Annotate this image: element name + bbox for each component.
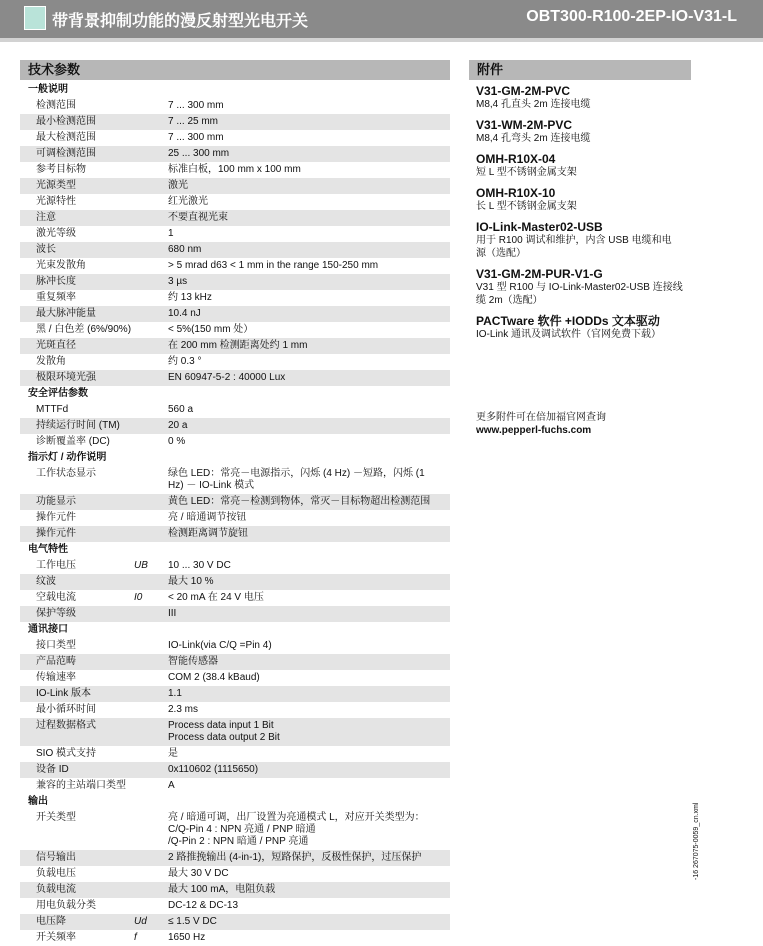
spec-value: 0 % [168, 436, 186, 447]
accessory-name: IO-Link-Master02-USB [476, 220, 603, 234]
model-number: OBT300-R100-2EP-IO-V31-L [526, 8, 737, 25]
spec-label: 波长 [36, 244, 56, 255]
spec-row [20, 338, 450, 354]
spec-row [20, 130, 450, 146]
spec-label: 可调检测范围 [36, 148, 96, 159]
spec-row [20, 810, 450, 850]
accessory-item [476, 220, 696, 260]
accessory-item [476, 186, 696, 213]
accessory-item [476, 314, 696, 341]
spec-row [20, 638, 450, 654]
spec-row [20, 574, 450, 590]
spec-value: < 20 mA 在 24 V 电压 [168, 592, 264, 603]
spec-value: 不要直视光束 [168, 212, 228, 223]
spec-value: /Q-Pin 2 : NPN 暗通 / PNP 亮通 [168, 836, 309, 847]
spec-row [20, 162, 450, 178]
spec-row [20, 146, 450, 162]
spec-label: 操作元件 [36, 512, 76, 523]
spec-row [20, 322, 450, 338]
spec-row [20, 258, 450, 274]
spec-row [20, 402, 450, 418]
spec-value: 10 ... 30 V DC [168, 560, 231, 571]
accessory-description: 短 L 型不锈钢金属支架 [476, 167, 577, 178]
spec-label: IO-Link 版本 [36, 688, 92, 699]
spec-value: IO-Link(via C/Q =Pin 4) [168, 640, 272, 651]
spec-value: 7 ... 25 mm [168, 116, 219, 127]
spec-value: > 5 mrad d63 < 1 mm in the range 150-250 mm [168, 260, 379, 271]
spec-label: 兼容的主站端口类型 [36, 780, 126, 791]
spec-value: 最大 30 V DC [168, 868, 229, 879]
spec-label: 工作状态显示 [36, 468, 96, 479]
spec-label: 光源特性 [36, 196, 76, 207]
spec-section-header: 指示灯 / 动作说明 [20, 450, 450, 466]
spec-section-header: 输出 [20, 794, 450, 810]
header-divider [0, 38, 763, 42]
accessory-description: M8,4 孔弯头 2m 连接电缆 [476, 133, 591, 144]
spec-value: 0x110602 (1115650) [168, 764, 259, 775]
page-title: 带背景抑制功能的漫反射型光电开关 [52, 13, 309, 30]
spec-row [20, 306, 450, 322]
spec-row [20, 866, 450, 882]
spec-value: 3 µs [168, 276, 188, 287]
spec-value: 黄色 LED：常亮－检测到物体，常灭－目标物超出检测范围 [168, 496, 431, 507]
spec-row [20, 178, 450, 194]
spec-row [20, 510, 450, 526]
accessory-description: 源（选配） [476, 248, 526, 259]
spec-label: 操作元件 [36, 528, 76, 539]
spec-label: 最小检测范围 [36, 116, 96, 127]
spec-label: 设备 ID [36, 764, 69, 775]
spec-value: ≤ 1.5 V DC [168, 916, 217, 927]
spec-value: EN 60947-5-2 : 40000 Lux [168, 372, 286, 383]
spec-label: 负载电压 [36, 868, 76, 879]
spec-value: 检测距离调节旋钮 [168, 528, 248, 539]
spec-value: 7 ... 300 mm [168, 100, 224, 111]
accessory-name: V31-WM-2M-PVC [476, 118, 573, 132]
accessory-name: V31-GM-2M-PVC [476, 84, 571, 98]
spec-label: 产品范畴 [36, 656, 76, 667]
spec-row [20, 98, 450, 114]
accessories-note-text: 更多附件可在倍加福官网查询 [476, 412, 606, 423]
spec-label: 工作电压 [36, 560, 76, 571]
spec-label: 持续运行时间 (TM) [36, 420, 120, 431]
spec-value: III [168, 608, 177, 619]
accessory-description: 用于 R100 调试和维护，内含 USB 电缆和电 [476, 235, 672, 246]
spec-value: 在 200 mm 检测距离处约 1 mm [168, 340, 308, 351]
website-link[interactable]: www.pepperl-fuchs.com [476, 425, 592, 436]
spec-symbol: UB [134, 560, 148, 571]
spec-label: 过程数据格式 [36, 720, 96, 731]
spec-row [20, 526, 450, 542]
spec-value: A [168, 780, 175, 791]
spec-label: 电压降 [36, 916, 66, 927]
spec-section-title: 技术参数 [20, 60, 450, 80]
spec-value: Hz) － IO-Link 模式 [168, 480, 255, 491]
spec-row [20, 670, 450, 686]
spec-label: 注意 [36, 212, 56, 223]
spec-row [20, 686, 450, 702]
spec-row [20, 606, 450, 622]
spec-row [20, 882, 450, 898]
accessory-item [476, 152, 696, 179]
accessory-name: V31-GM-2M-PUR-V1-G [476, 267, 603, 281]
spec-value: 绿色 LED：常亮－电源指示，闪烁 (4 Hz) －短路，闪烁 (1 [168, 468, 425, 479]
spec-row [20, 762, 450, 778]
spec-row [20, 702, 450, 718]
accessory-name: OMH-R10X-10 [476, 186, 556, 200]
header-bar [0, 0, 763, 38]
spec-label: 光源类型 [36, 180, 76, 191]
spec-label: 用电负载分类 [36, 900, 96, 911]
spec-value: 560 a [168, 404, 194, 415]
spec-value: 最大 10 % [168, 576, 214, 587]
spec-section-header: 安全评估参数 [20, 386, 450, 402]
spec-value: 是 [168, 748, 178, 759]
spec-value: 20 a [168, 420, 188, 431]
spec-table [20, 82, 450, 946]
spec-row [20, 590, 450, 606]
spec-label: 空载电流 [36, 592, 76, 603]
spec-row [20, 114, 450, 130]
spec-label: 检测范围 [36, 100, 76, 111]
accessory-name: OMH-R10X-04 [476, 152, 556, 166]
accessory-description: 缆 2m（选配） [476, 295, 543, 306]
spec-value: 激光 [168, 180, 188, 191]
spec-label: 开关类型 [36, 812, 76, 823]
accessory-name: PACTware 软件 +IODDs 文本驱动 [476, 314, 660, 328]
spec-value: 标准白板，100 mm x 100 mm [168, 164, 301, 175]
spec-row [20, 466, 450, 494]
spec-row [20, 194, 450, 210]
spec-value: 7 ... 300 mm [168, 132, 224, 143]
spec-symbol: I0 [134, 592, 143, 603]
spec-row [20, 226, 450, 242]
spec-row [20, 718, 450, 746]
accessories-note [476, 411, 696, 437]
logo-square [24, 6, 46, 30]
spec-value: Process data input 1 Bit [168, 720, 274, 731]
accessory-description: M8,4 孔直头 2m 连接电缆 [476, 99, 591, 110]
spec-symbol: f [134, 932, 137, 943]
spec-value: COM 2 (38.4 kBaud) [168, 672, 260, 683]
spec-label: 最大检测范围 [36, 132, 96, 143]
spec-symbol: Ud [134, 916, 147, 927]
spec-label: 接口类型 [36, 640, 76, 651]
spec-label: 最小循环时间 [36, 704, 96, 715]
spec-label: MTTFd [36, 404, 69, 415]
spec-value: 1.1 [168, 688, 182, 699]
spec-label: 脉冲长度 [36, 276, 76, 287]
spec-label: 黑 / 白色差 (6%/90%) [36, 324, 132, 335]
spec-value: 2.3 ms [168, 704, 199, 715]
spec-label: 最大脉冲能量 [36, 308, 96, 319]
spec-value: C/Q-Pin 4 : NPN 亮通 / PNP 暗通 [168, 824, 316, 835]
spec-value: 2 路推挽输出 (4-in-1)，短路保护，反极性保护，过压保护 [168, 852, 422, 863]
spec-row [20, 274, 450, 290]
spec-value: 亮 / 暗通调节按钮 [168, 512, 247, 523]
spec-value: 红光激光 [168, 196, 208, 207]
spec-row [20, 914, 450, 930]
spec-value: 智能传感器 [168, 656, 218, 667]
spec-row [20, 290, 450, 306]
spec-section-header: 一般说明 [20, 82, 450, 98]
spec-row [20, 210, 450, 226]
spec-label: 负载电流 [36, 884, 76, 895]
spec-label: 光斑直径 [36, 340, 76, 351]
spec-value: 最大 100 mA，电阻负载 [168, 884, 276, 895]
spec-label: 参考目标物 [36, 164, 86, 175]
spec-value: 1650 Hz [168, 932, 206, 943]
spec-value: 亮 / 暗通可调，出厂设置为亮通模式 L，对应开关类型为： [168, 812, 425, 823]
spec-row [20, 558, 450, 574]
accessory-item [476, 267, 696, 307]
spec-label: 重复频率 [36, 292, 76, 303]
accessory-item [476, 118, 696, 145]
spec-value: 1 [168, 228, 174, 239]
accessory-item [476, 84, 696, 111]
spec-row [20, 850, 450, 866]
accessories-list [476, 84, 696, 437]
accessory-description: V31 型 R100 与 IO-Link-Master02-USB 连接线 [476, 282, 683, 293]
spec-label: 光束发散角 [36, 260, 86, 271]
spec-row [20, 242, 450, 258]
spec-value: DC-12 & DC-13 [168, 900, 239, 911]
spec-label: 功能显示 [36, 496, 76, 507]
spec-row [20, 418, 450, 434]
spec-row [20, 778, 450, 794]
accessories-title: 附件 [469, 60, 691, 80]
spec-label: 纹波 [36, 576, 56, 587]
spec-row [20, 354, 450, 370]
document-code: -16 267075-0059_cn.xml [693, 802, 700, 880]
spec-label: 激光等级 [36, 228, 76, 239]
spec-value: 约 0.3 ° [168, 356, 202, 367]
spec-value: < 5%(150 mm 处） [168, 324, 254, 335]
spec-row [20, 746, 450, 762]
spec-label: SIO 模式支持 [36, 748, 97, 759]
spec-row [20, 654, 450, 670]
spec-label: 传输速率 [36, 672, 76, 683]
spec-label: 保护等级 [36, 608, 76, 619]
spec-value: 约 13 kHz [168, 292, 212, 303]
spec-section-header: 电气特性 [20, 542, 450, 558]
spec-label: 发散角 [36, 356, 66, 367]
spec-value: Process data output 2 Bit [168, 732, 280, 743]
spec-label: 极限环境光强 [36, 372, 96, 383]
spec-label: 诊断覆盖率 (DC) [36, 436, 110, 447]
accessory-description: IO-Link 通讯及调试软件（官网免费下载） [476, 329, 662, 340]
spec-label: 开关频率 [36, 932, 76, 943]
accessory-description: 长 L 型不锈钢金属支架 [476, 201, 577, 212]
spec-row [20, 494, 450, 510]
spec-row [20, 930, 450, 946]
spec-value: 10.4 nJ [168, 308, 201, 319]
spec-section-header: 通讯接口 [20, 622, 450, 638]
spec-row [20, 898, 450, 914]
spec-row [20, 370, 450, 386]
spec-row [20, 434, 450, 450]
spec-value: 680 nm [168, 244, 202, 255]
spec-label: 信号输出 [36, 852, 76, 863]
spec-value: 25 ... 300 mm [168, 148, 230, 159]
